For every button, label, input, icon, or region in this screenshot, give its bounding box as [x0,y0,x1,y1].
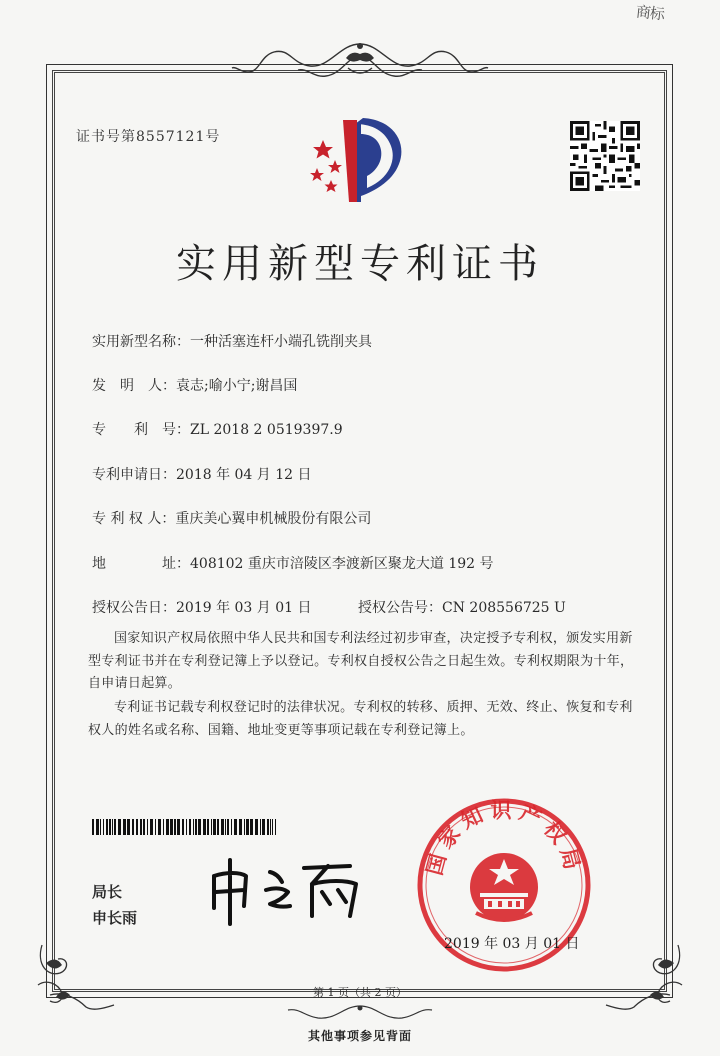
certificate-title: 实用新型专利证书 [176,241,544,287]
field-utility-name [92,331,372,351]
barcode-bar [198,819,201,835]
barcode-bar [193,819,194,835]
seal-date: 2019 年 03 月 01 日 [444,936,580,952]
barcode-bar [100,819,101,835]
barcode-bar [112,819,113,835]
barcode-bar [155,819,156,835]
field-value: 重庆美心翼申机械股份有限公司 [175,511,372,527]
barcode-bar [239,819,242,835]
barcode-bar [227,819,229,835]
barcode-bar [231,819,232,835]
barcode-bar [170,819,173,835]
barcode-bar [114,819,116,835]
barcode-bar [234,819,237,835]
barcode-bar [213,819,216,835]
barcode-bar [225,819,226,835]
top-ornament-icon [230,38,490,88]
barcode-bar [267,819,269,835]
barcode-bar [272,819,273,835]
corner-ornament-bl-icon [30,935,120,1015]
barcode-bar [103,819,104,835]
barcode-bar [166,819,169,835]
barcode-bar [109,819,111,835]
barcode-bar [147,819,148,835]
barcode-bar [260,819,261,835]
barcode-bar [246,819,249,835]
field-label: 地 址： [92,556,190,572]
paragraph-legal-status: 专利证书记载专利权登记时的法律状况。专利权的转移、质押、无效、终止、恢复和专利权人的姓名或名称、国籍、地址变更等事项记载在专利登记簿上。 [88,700,633,738]
field-grant-date [92,597,312,617]
field-label: 专 利 号： [92,422,190,438]
field-label: 实用新型名称： [92,334,190,350]
paragraph-grant-statement: 国家知识产权局依照中华人民共和国专利法经过初步审查，决定授予专利权，颁发实用新型专利证书并在专利登记簿上予以登记。专利权自授权公告之日起生效。专利权期限为十年，自申请日起算。 [88,631,634,691]
barcode-bar [186,819,187,835]
barcode-bar [221,819,224,835]
page-indicator: 第 1 页（共 2 页） [313,986,407,999]
field-inventor [92,375,297,395]
barcode-bar [255,819,258,835]
seal-text: 国家知识产权局 [422,798,586,878]
field-grant-number [358,597,566,617]
certificate-number: 证书号第8557121号 [76,129,221,145]
barcode-bar [195,819,197,835]
bottom-ornament-icon [260,1002,460,1024]
field-value: 袁志;喻小宁;谢昌国 [176,378,298,394]
barcode-bar [275,819,276,835]
field-application-date [92,464,312,484]
barcode-bar [92,819,94,835]
barcode-bar [262,819,265,835]
field-patentee [92,508,371,528]
signatory-title: 局长 [92,883,123,901]
barcode-bar [189,819,191,835]
barcode-bar [174,819,176,835]
corner-ornament-br-icon [600,935,690,1015]
barcode-bar [250,819,253,835]
barcode-bar [244,819,245,835]
barcode-icon [92,819,278,835]
barcode-bar [270,819,271,835]
field-value: ZL 2018 2 0519397.9 [190,422,343,438]
field-value: 2018 年 04 月 12 日 [176,467,312,483]
barcode-bar [177,819,180,835]
field-label: 授权公告日： [92,600,176,616]
barcode-bar [96,819,99,835]
barcode-bar [207,819,209,835]
barcode-bar [203,819,206,835]
cnipa-logo-icon [303,110,413,205]
field-label: 授权公告号： [358,600,442,616]
barcode-bar [127,819,130,835]
field-label: 专 利 权 人： [92,511,176,527]
field-value: CN 208556725 U [442,600,566,616]
barcode-bar [118,819,121,835]
barcode-bar [136,819,138,835]
barcode-bar [123,819,126,835]
field-value: 408102 重庆市涪陵区李渡新区聚龙大道 192 号 [190,556,494,572]
field-label: 专利申请日： [92,467,176,483]
barcode-bar [217,819,219,835]
field-patent-number [92,419,343,439]
barcode-bar [182,819,184,835]
barcode-bar [158,819,161,835]
field-value: 一种活塞连杆小端孔铣削夹具 [190,334,372,350]
signatory-name: 申长雨 [92,909,138,927]
footer-note: 其他事项参见背面 [307,1029,412,1043]
field-label: 发 明 人： [92,378,176,394]
signature-graphic-icon [200,850,370,930]
barcode-bar [150,819,153,835]
barcode-bar [106,819,108,835]
handwritten-note: 商标 [635,2,665,24]
barcode-bar [132,819,134,835]
barcode-bar [211,819,212,835]
field-value: 2019 年 03 月 01 日 [176,600,312,616]
barcode-bar [163,819,164,835]
barcode-bar [143,819,145,835]
qr-code-icon [570,121,640,191]
field-address [92,553,494,573]
barcode-bar [140,819,142,835]
